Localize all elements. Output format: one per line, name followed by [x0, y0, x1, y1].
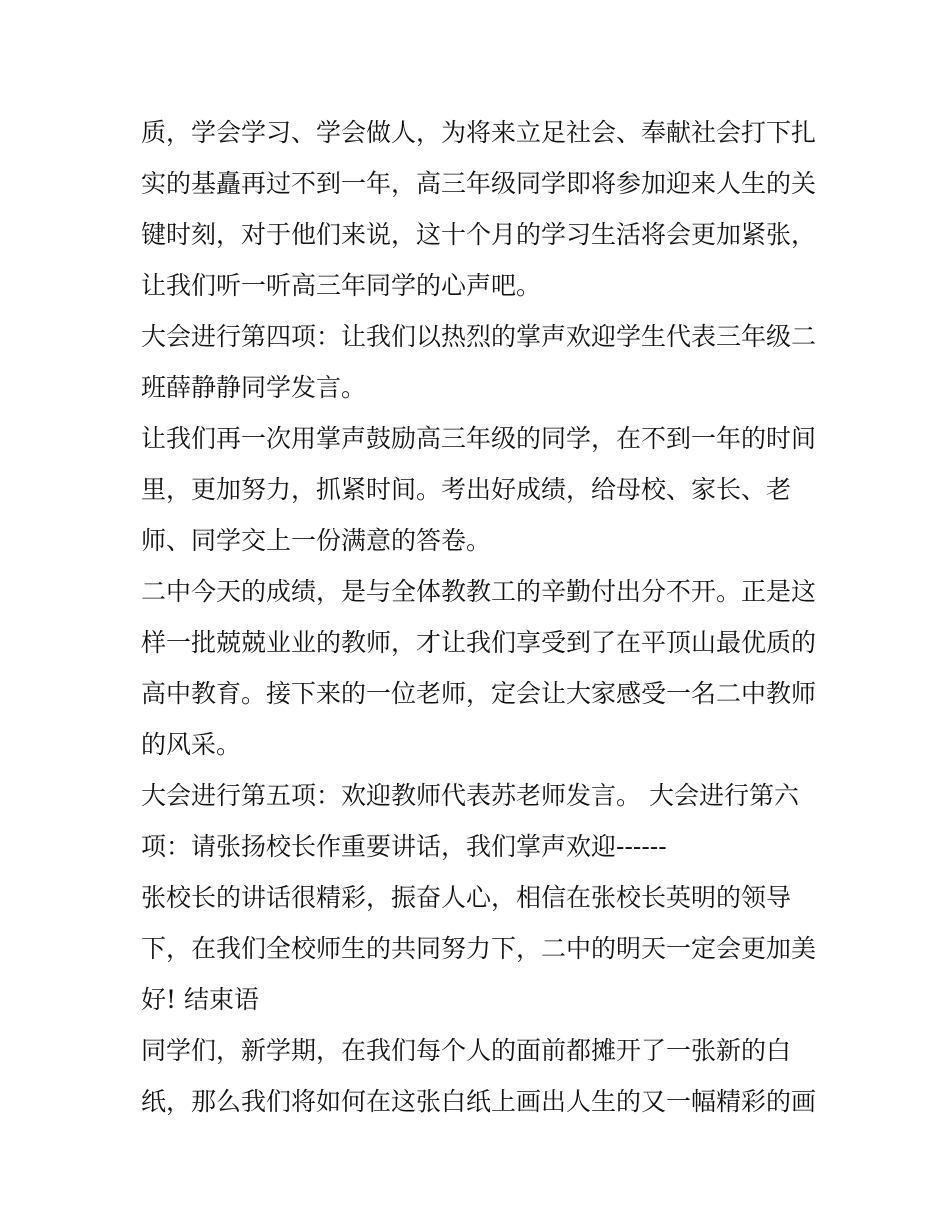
paragraph: 大会进行第四项：让我们以热烈的掌声欢迎学生代表三年级二班薛静静同学发言。: [141, 322, 817, 402]
paragraph: 质，学会学习、学会做人，为将来立足社会、奉献社会打下扎实的基矗再过不到一年，高三年级同学即将参加迎来人生的关键时刻，对于他们来说，这十个月的学习生活将会更加紧张，让我们听一听高三年同学的心声吧。: [141, 118, 817, 300]
paragraph: 大会进行第五项：欢迎教师代表苏老师发言。 大会进行第六项：请张扬校长作重要讲话，我们掌声欢迎------: [141, 781, 799, 861]
paragraph: 张校长的讲话很精彩，振奋人心，相信在张校长英明的领导下，在我们全校师生的共同努力下，二中的明天一定会更加美好! 结束语: [141, 883, 817, 1014]
paragraph: 二中今天的成绩，是与全体教教工的辛勤付出分不开。正是这样一批兢兢业业的教师，才让我们享受到了在平顶山最优质的高中教育。接下来的一位老师，定会让大家感受一名二中教师的风采。: [141, 577, 817, 759]
document-body: [141, 107, 821, 1127]
paragraph: 让我们再一次用掌声鼓励高三年级的同学，在不到一年的时间里，更加努力，抓紧时间。考出好成绩，给母校、家长、老师、同学交上一份满意的答卷。: [141, 424, 817, 555]
paragraph: 同学们，新学期，在我们每个人的面前都摊开了一张新的白纸，那么我们将如何在这张白纸上画出人生的又一幅精彩的画: [141, 1036, 817, 1116]
